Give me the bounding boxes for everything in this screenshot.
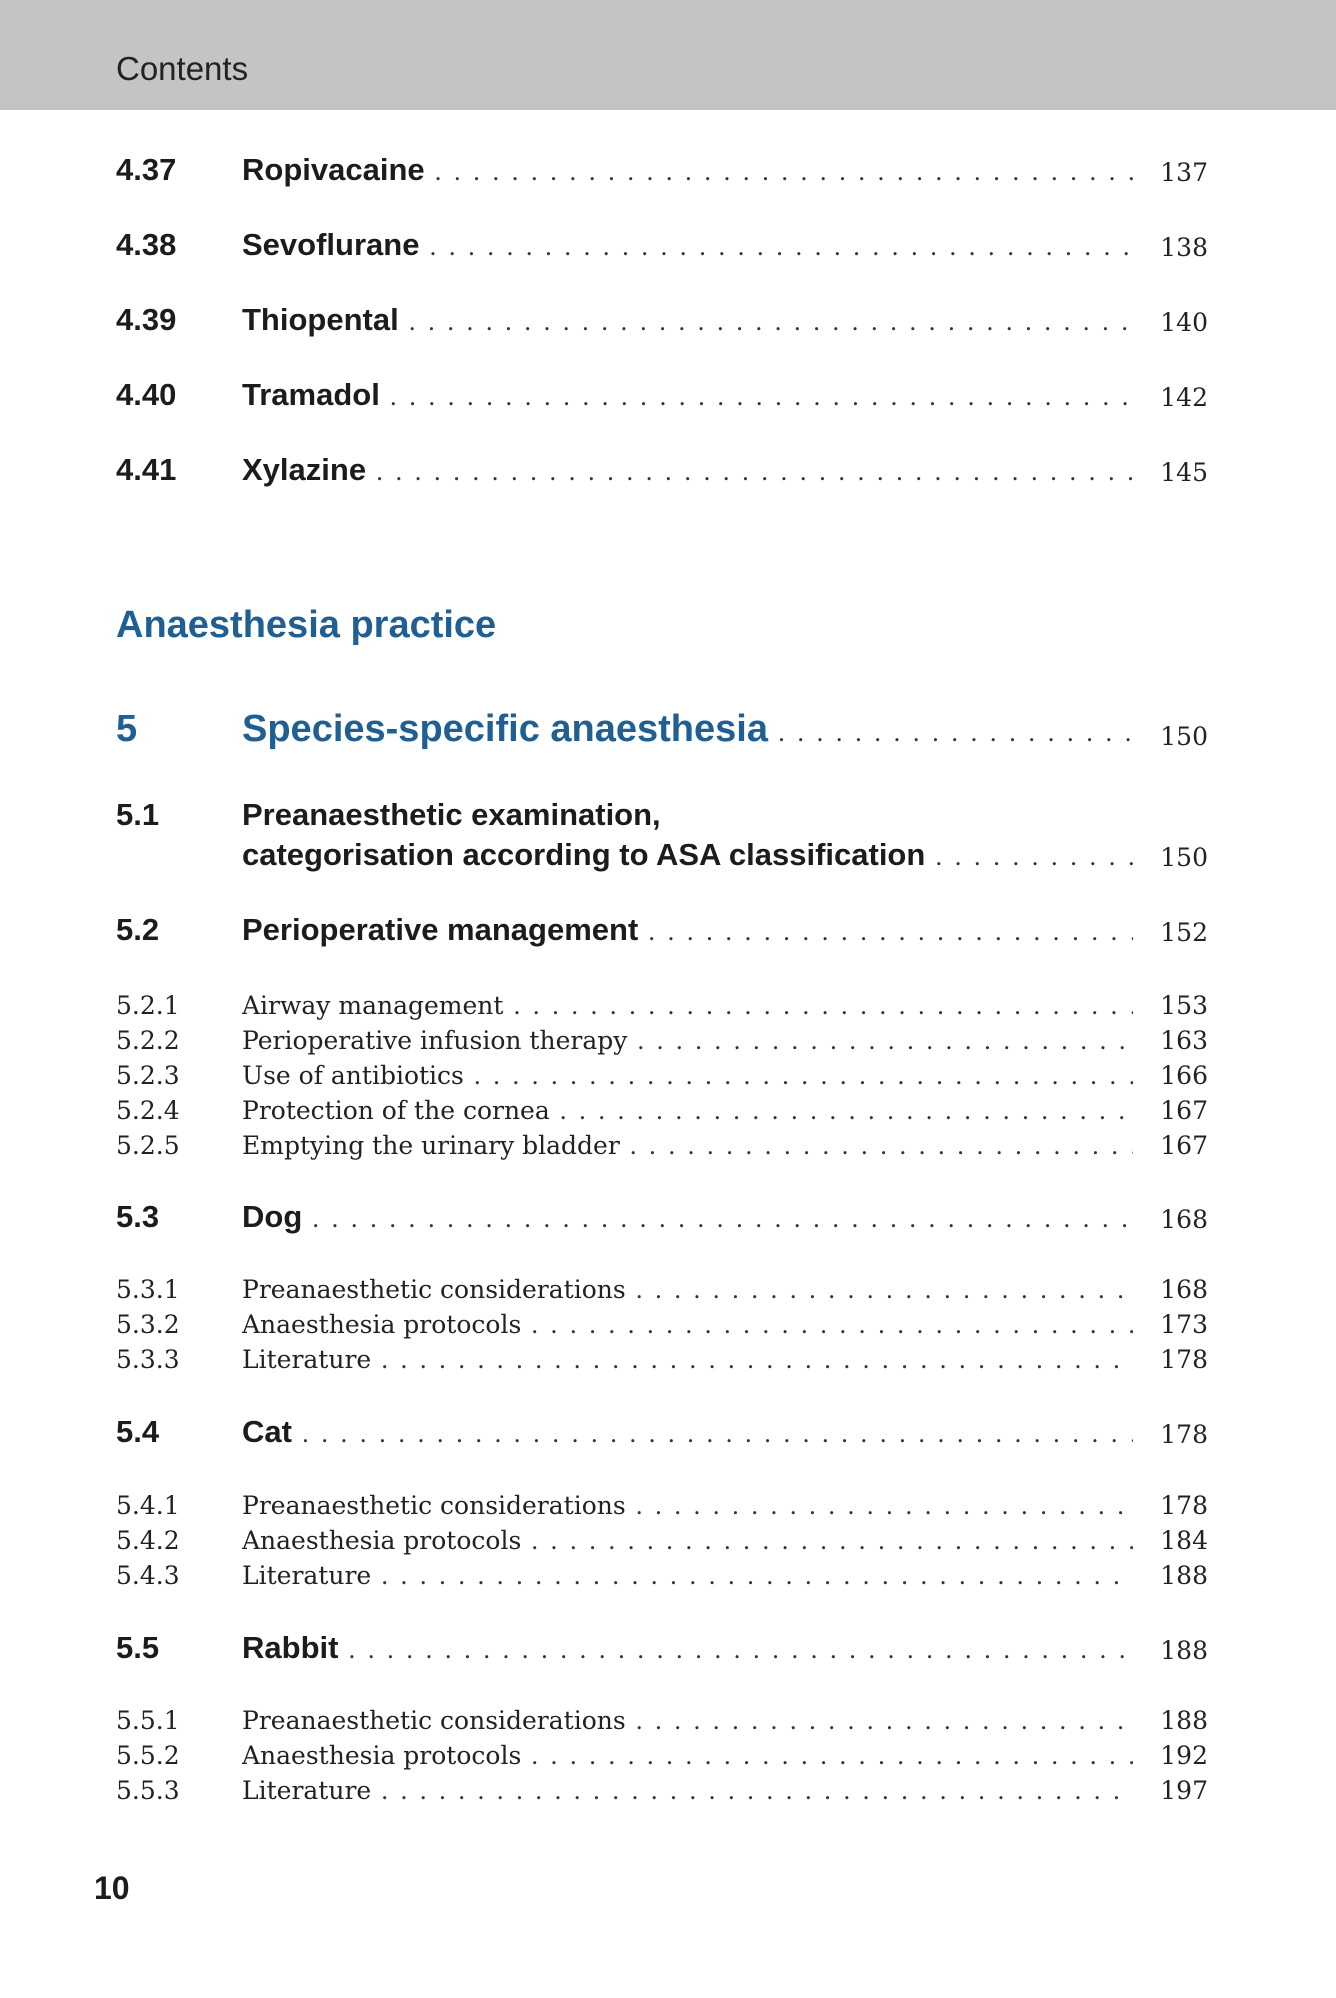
toc-subsection-number: 5.3.2	[116, 1310, 180, 1339]
toc-section-title-line2: categorisation according to ASA classification . . .	[242, 837, 1133, 873]
toc-subsection-number: 5.3.1	[116, 1275, 180, 1304]
toc-subsection-title: Anaesthesia protocols . . .	[242, 1741, 1133, 1770]
toc-chapter-title: Species-specific anaesthesia . . .	[242, 708, 1133, 751]
toc-subsection-page: 163	[1160, 1026, 1208, 1055]
toc-entry-title: Thiopental . . .	[242, 302, 1133, 338]
toc-entry-number: 4.40	[116, 377, 177, 412]
toc-entry-page: 145	[1160, 458, 1208, 487]
toc-subsection-title: Literature . . .	[242, 1345, 1133, 1374]
toc-section-title: Cat . . .	[242, 1414, 1133, 1450]
toc-subsection-number: 5.2.2	[116, 1026, 180, 1055]
toc-subsection-title: Preanaesthetic considerations . . .	[242, 1706, 1133, 1735]
toc-subsection-title: Literature . . .	[242, 1561, 1133, 1590]
toc-subsection-page: 184	[1160, 1526, 1208, 1555]
toc-subsection-number: 5.5.2	[116, 1741, 180, 1770]
toc-subsection-title: Emptying the urinary bladder . . .	[242, 1131, 1133, 1160]
toc-section-number: 5.3	[116, 1199, 160, 1234]
toc-subsection-title: Protection of the cornea . . .	[242, 1096, 1133, 1125]
running-header-title: Contents	[116, 50, 249, 87]
toc-subsection-title: Airway management . . .	[242, 991, 1133, 1020]
toc-section-number: 5.1	[116, 797, 160, 832]
toc-chapter-number: 5	[116, 708, 138, 750]
toc-subsection-title: Preanaesthetic considerations . . .	[242, 1491, 1133, 1520]
toc-entry-number: 4.39	[116, 302, 177, 337]
toc-subsection-page: 178	[1160, 1345, 1208, 1374]
toc-subsection-page: 166	[1160, 1061, 1208, 1090]
toc-subsection-title: Preanaesthetic considerations . . .	[242, 1275, 1133, 1304]
toc-section-page: 152	[1160, 918, 1208, 947]
toc-entry-number: 4.38	[116, 227, 177, 262]
toc-entry-page: 140	[1160, 308, 1208, 337]
toc-subsection-page: 167	[1160, 1096, 1208, 1125]
toc-subsection-page: 173	[1160, 1310, 1208, 1339]
toc-subsection-title: Use of antibiotics . . .	[242, 1061, 1133, 1090]
toc-subsection-number: 5.4.1	[116, 1491, 180, 1520]
toc-subsection-number: 5.2.5	[116, 1131, 180, 1160]
toc-subsection-page: 188	[1160, 1706, 1208, 1735]
toc-subsection-number: 5.2.1	[116, 991, 180, 1020]
toc-section-number: 5.4	[116, 1414, 160, 1449]
toc-entry-page: 142	[1160, 383, 1208, 412]
toc-subsection-page: 197	[1160, 1776, 1208, 1805]
toc-subsection-number: 5.3.3	[116, 1345, 180, 1374]
toc-section-title: Rabbit . . .	[242, 1630, 1133, 1666]
toc-subsection-page: 153	[1160, 991, 1208, 1020]
toc-entry-title: Tramadol . . .	[242, 377, 1133, 413]
toc-subsection-page: 188	[1160, 1561, 1208, 1590]
toc-entry-number: 4.37	[116, 152, 177, 187]
toc-section-title: Dog . . .	[242, 1199, 1133, 1235]
toc-entry-page: 137	[1160, 158, 1208, 187]
toc-entry-title: Xylazine . . .	[242, 452, 1133, 488]
toc-subsection-number: 5.4.3	[116, 1561, 180, 1590]
running-header	[0, 0, 1336, 110]
toc-subsection-page: 167	[1160, 1131, 1208, 1160]
toc-section-page: 168	[1160, 1205, 1208, 1234]
toc-subsection-number: 5.2.3	[116, 1061, 180, 1090]
page-number: 10	[94, 1870, 130, 1906]
toc-entry-title: Sevoflurane . . .	[242, 227, 1133, 263]
toc-section-page: 188	[1160, 1636, 1208, 1665]
toc-subsection-title: Literature . . .	[242, 1776, 1133, 1805]
toc-section-page: 178	[1160, 1420, 1208, 1449]
toc-subsection-number: 5.5.3	[116, 1776, 180, 1805]
toc-section-title-line1: Preanaesthetic examination,	[242, 797, 661, 832]
toc-section-page: 150	[1160, 843, 1208, 872]
toc-subsection-title: Anaesthesia protocols . . .	[242, 1526, 1133, 1555]
toc-entry-page: 138	[1160, 233, 1208, 262]
toc-section-title: Perioperative management . . .	[242, 912, 1133, 948]
toc-subsection-page: 192	[1160, 1741, 1208, 1770]
toc-subsection-number: 5.2.4	[116, 1096, 180, 1125]
toc-entry-title: Ropivacaine . . .	[242, 152, 1133, 188]
toc-subsection-title: Perioperative infusion therapy . . .	[242, 1026, 1133, 1055]
toc-subsection-number: 5.5.1	[116, 1706, 180, 1735]
toc-subsection-title: Anaesthesia protocols . . .	[242, 1310, 1133, 1339]
part-heading: Anaesthesia practice	[116, 604, 497, 646]
toc-entry-number: 4.41	[116, 452, 177, 487]
toc-subsection-page: 168	[1160, 1275, 1208, 1304]
toc-chapter-page: 150	[1160, 722, 1208, 751]
toc-subsection-number: 5.4.2	[116, 1526, 180, 1555]
toc-subsection-page: 178	[1160, 1491, 1208, 1520]
toc-section-number: 5.5	[116, 1630, 160, 1665]
toc-section-number: 5.2	[116, 912, 160, 947]
